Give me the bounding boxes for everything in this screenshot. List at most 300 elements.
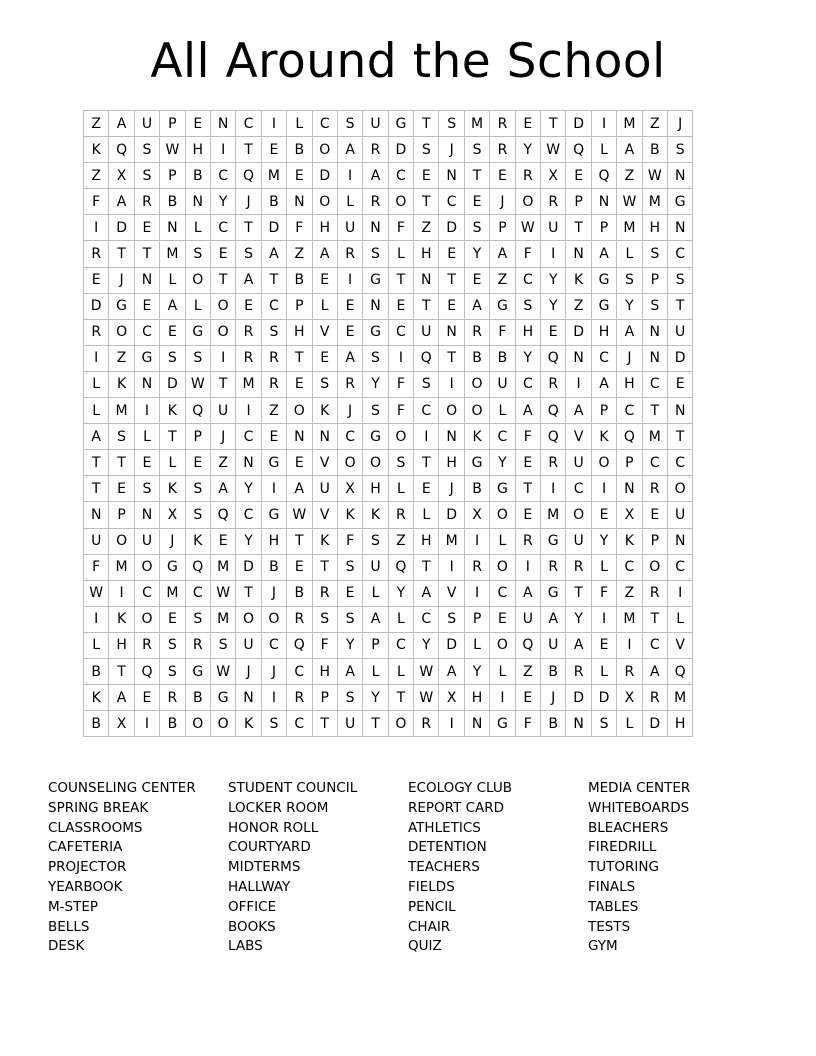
grid-cell: A bbox=[439, 658, 464, 684]
grid-cell: U bbox=[541, 632, 566, 658]
grid-cell: M bbox=[642, 424, 667, 450]
grid-cell: P bbox=[566, 189, 591, 215]
word-list-item: LOCKER ROOM bbox=[228, 799, 329, 816]
grid-cell: O bbox=[591, 450, 616, 476]
grid-cell: A bbox=[464, 293, 489, 319]
grid-cell: T bbox=[210, 267, 235, 293]
grid-cell: M bbox=[236, 371, 261, 397]
grid-row bbox=[84, 319, 693, 345]
grid-cell: I bbox=[464, 580, 489, 606]
grid-cell: U bbox=[566, 450, 591, 476]
grid-cell: N bbox=[134, 371, 159, 397]
grid-cell: M bbox=[210, 606, 235, 632]
grid-cell: W bbox=[210, 658, 235, 684]
grid-cell: F bbox=[388, 398, 413, 424]
grid-cell: S bbox=[185, 241, 210, 267]
grid-cell: S bbox=[261, 711, 286, 737]
grid-cell: T bbox=[642, 606, 667, 632]
grid-cell: K bbox=[185, 528, 210, 554]
grid-row bbox=[84, 424, 693, 450]
grid-cell: T bbox=[414, 554, 439, 580]
grid-cell: D bbox=[642, 711, 667, 737]
grid-cell: G bbox=[261, 502, 286, 528]
grid-cell: E bbox=[515, 111, 540, 137]
grid-cell: M bbox=[109, 398, 134, 424]
grid-cell: T bbox=[414, 189, 439, 215]
grid-cell: S bbox=[464, 137, 489, 163]
grid-cell: K bbox=[464, 424, 489, 450]
word-list-item: PENCIL bbox=[408, 898, 456, 915]
grid-cell: F bbox=[515, 424, 540, 450]
grid-cell: E bbox=[160, 606, 185, 632]
grid-cell: T bbox=[667, 424, 692, 450]
grid-cell: N bbox=[134, 267, 159, 293]
grid-cell: W bbox=[185, 371, 210, 397]
grid-cell: E bbox=[439, 293, 464, 319]
grid-cell: Z bbox=[414, 215, 439, 241]
grid-cell: K bbox=[160, 476, 185, 502]
grid-cell: H bbox=[312, 658, 337, 684]
grid-cell: O bbox=[388, 424, 413, 450]
grid-cell: W bbox=[541, 137, 566, 163]
grid-cell: W bbox=[160, 137, 185, 163]
grid-cell: J bbox=[617, 345, 642, 371]
grid-cell: A bbox=[84, 424, 109, 450]
grid-cell: J bbox=[541, 685, 566, 711]
grid-cell: D bbox=[84, 293, 109, 319]
grid-cell: T bbox=[287, 345, 312, 371]
grid-cell: Y bbox=[363, 371, 388, 397]
grid-cell: C bbox=[388, 319, 413, 345]
grid-cell: X bbox=[617, 502, 642, 528]
grid-cell: Z bbox=[210, 450, 235, 476]
grid-cell: Q bbox=[414, 345, 439, 371]
grid-cell: N bbox=[236, 450, 261, 476]
word-list-item: CAFETERIA bbox=[48, 839, 123, 856]
grid-cell: Z bbox=[261, 398, 286, 424]
grid-cell: P bbox=[287, 293, 312, 319]
word-list-item: TABLES bbox=[588, 898, 639, 915]
grid-cell: R bbox=[414, 711, 439, 737]
grid-cell: W bbox=[414, 658, 439, 684]
grid-cell: A bbox=[261, 241, 286, 267]
grid-cell: C bbox=[414, 606, 439, 632]
grid-cell: R bbox=[134, 189, 159, 215]
grid-cell: A bbox=[337, 658, 362, 684]
grid-cell: G bbox=[363, 319, 388, 345]
grid-cell: H bbox=[667, 711, 692, 737]
grid-cell: O bbox=[388, 711, 413, 737]
grid-cell: E bbox=[490, 606, 515, 632]
grid-cell: Q bbox=[210, 502, 235, 528]
grid-cell: T bbox=[109, 450, 134, 476]
grid-cell: S bbox=[160, 658, 185, 684]
grid-cell: E bbox=[464, 267, 489, 293]
grid-row bbox=[84, 215, 693, 241]
grid-cell: M bbox=[617, 215, 642, 241]
grid-cell: S bbox=[363, 345, 388, 371]
grid-cell: R bbox=[84, 241, 109, 267]
grid-cell: O bbox=[134, 606, 159, 632]
grid-cell: W bbox=[210, 580, 235, 606]
grid-cell: S bbox=[363, 241, 388, 267]
word-list-item: MIDTERMS bbox=[228, 859, 301, 876]
grid-cell: O bbox=[210, 293, 235, 319]
grid-cell: L bbox=[414, 502, 439, 528]
grid-cell: N bbox=[312, 424, 337, 450]
grid-cell: T bbox=[515, 476, 540, 502]
grid-cell: E bbox=[287, 163, 312, 189]
word-list-item: FIREDRILL bbox=[588, 839, 657, 856]
word-list-item: GYM bbox=[588, 938, 618, 955]
grid-cell: E bbox=[287, 450, 312, 476]
grid-cell: A bbox=[591, 241, 616, 267]
grid-cell: I bbox=[591, 111, 616, 137]
grid-cell: L bbox=[312, 293, 337, 319]
grid-cell: T bbox=[439, 267, 464, 293]
grid-cell: D bbox=[439, 632, 464, 658]
word-list-item: TEACHERS bbox=[408, 859, 480, 876]
grid-cell: B bbox=[287, 137, 312, 163]
grid-cell: I bbox=[617, 632, 642, 658]
grid-cell: T bbox=[414, 450, 439, 476]
grid-cell: E bbox=[414, 476, 439, 502]
grid-cell: M bbox=[617, 111, 642, 137]
grid-cell: B bbox=[464, 345, 489, 371]
grid-cell: R bbox=[642, 580, 667, 606]
grid-cell: C bbox=[515, 267, 540, 293]
grid-cell: P bbox=[363, 632, 388, 658]
word-list-item: ECOLOGY CLUB bbox=[408, 780, 512, 796]
grid-cell: V bbox=[312, 319, 337, 345]
grid-cell: B bbox=[261, 189, 286, 215]
grid-cell: Y bbox=[566, 606, 591, 632]
grid-cell: I bbox=[591, 476, 616, 502]
grid-cell: X bbox=[109, 163, 134, 189]
grid-cell: Z bbox=[490, 267, 515, 293]
grid-cell: E bbox=[261, 137, 286, 163]
grid-cell: F bbox=[515, 241, 540, 267]
grid-cell: R bbox=[287, 606, 312, 632]
word-list-item: BOOKS bbox=[228, 918, 276, 935]
grid-cell: I bbox=[566, 371, 591, 397]
grid-cell: Y bbox=[236, 528, 261, 554]
grid-cell: Q bbox=[617, 424, 642, 450]
grid-cell: R bbox=[261, 345, 286, 371]
grid-cell: P bbox=[312, 685, 337, 711]
grid-row bbox=[84, 267, 693, 293]
grid-cell: Y bbox=[515, 345, 540, 371]
grid-cell: A bbox=[160, 293, 185, 319]
grid-row bbox=[84, 476, 693, 502]
grid-cell: B bbox=[84, 658, 109, 684]
grid-cell: E bbox=[591, 502, 616, 528]
grid-cell: L bbox=[134, 424, 159, 450]
grid-cell: D bbox=[566, 111, 591, 137]
grid-cell: B bbox=[541, 711, 566, 737]
grid-cell: Z bbox=[388, 528, 413, 554]
word-list-item: CLASSROOMS bbox=[48, 819, 143, 836]
grid-cell: A bbox=[236, 267, 261, 293]
grid-cell: P bbox=[617, 450, 642, 476]
grid-cell: T bbox=[84, 476, 109, 502]
word-list-item: YEARBOOK bbox=[48, 878, 123, 895]
grid-cell: S bbox=[337, 111, 362, 137]
grid-cell: B bbox=[160, 711, 185, 737]
grid-cell: T bbox=[236, 580, 261, 606]
grid-cell: L bbox=[617, 711, 642, 737]
grid-cell: D bbox=[591, 685, 616, 711]
grid-cell: N bbox=[667, 163, 692, 189]
grid-cell: H bbox=[617, 371, 642, 397]
grid-cell: G bbox=[109, 293, 134, 319]
grid-cell: I bbox=[109, 580, 134, 606]
grid-cell: I bbox=[84, 606, 109, 632]
grid-cell: G bbox=[490, 711, 515, 737]
word-list-item: COURTYARD bbox=[228, 839, 311, 856]
grid-cell: D bbox=[439, 502, 464, 528]
grid-cell: N bbox=[566, 241, 591, 267]
grid-cell: Z bbox=[566, 293, 591, 319]
grid-cell: R bbox=[566, 554, 591, 580]
grid-row bbox=[84, 554, 693, 580]
grid-cell: I bbox=[337, 163, 362, 189]
grid-cell: P bbox=[109, 502, 134, 528]
grid-cell: T bbox=[134, 241, 159, 267]
grid-cell: H bbox=[642, 215, 667, 241]
grid-cell: Y bbox=[515, 137, 540, 163]
grid-cell: S bbox=[210, 632, 235, 658]
grid-cell: K bbox=[363, 502, 388, 528]
grid-cell: J bbox=[109, 267, 134, 293]
word-list-item: QUIZ bbox=[408, 938, 442, 955]
grid-cell: I bbox=[591, 606, 616, 632]
grid-cell: W bbox=[287, 502, 312, 528]
grid-cell: R bbox=[515, 163, 540, 189]
grid-cell: Q bbox=[541, 424, 566, 450]
grid-cell: C bbox=[667, 450, 692, 476]
grid-cell: N bbox=[642, 319, 667, 345]
grid-cell: R bbox=[185, 632, 210, 658]
grid-cell: P bbox=[160, 111, 185, 137]
grid-cell: Y bbox=[236, 476, 261, 502]
grid-cell: C bbox=[490, 580, 515, 606]
grid-cell: S bbox=[388, 450, 413, 476]
grid-row bbox=[84, 371, 693, 397]
grid-row bbox=[84, 580, 693, 606]
grid-cell: M bbox=[617, 606, 642, 632]
grid-cell: S bbox=[109, 424, 134, 450]
grid-cell: A bbox=[591, 371, 616, 397]
grid-cell: Q bbox=[388, 554, 413, 580]
grid-cell: F bbox=[287, 215, 312, 241]
grid-cell: J bbox=[210, 424, 235, 450]
grid-cell: A bbox=[363, 163, 388, 189]
grid-cell: I bbox=[667, 580, 692, 606]
grid-cell: E bbox=[134, 215, 159, 241]
grid-cell: O bbox=[236, 606, 261, 632]
grid-cell: R bbox=[541, 450, 566, 476]
grid-cell: T bbox=[642, 398, 667, 424]
grid-cell: E bbox=[134, 685, 159, 711]
grid-cell: H bbox=[261, 528, 286, 554]
grid-cell: A bbox=[109, 189, 134, 215]
grid-cell: E bbox=[337, 293, 362, 319]
grid-cell: L bbox=[591, 658, 616, 684]
grid-cell: T bbox=[566, 215, 591, 241]
grid-cell: I bbox=[337, 267, 362, 293]
grid-cell: C bbox=[439, 189, 464, 215]
grid-cell: D bbox=[439, 215, 464, 241]
grid-cell: H bbox=[591, 319, 616, 345]
grid-cell: L bbox=[160, 450, 185, 476]
grid-cell: G bbox=[185, 319, 210, 345]
grid-cell: E bbox=[160, 319, 185, 345]
grid-cell: S bbox=[185, 502, 210, 528]
grid-cell: R bbox=[388, 502, 413, 528]
grid-cell: O bbox=[439, 398, 464, 424]
grid-cell: E bbox=[515, 685, 540, 711]
grid-cell: E bbox=[337, 580, 362, 606]
grid-cell: S bbox=[185, 606, 210, 632]
grid-cell: N bbox=[236, 685, 261, 711]
grid-cell: N bbox=[287, 189, 312, 215]
grid-cell: Q bbox=[109, 137, 134, 163]
grid-cell: C bbox=[185, 580, 210, 606]
grid-cell: E bbox=[439, 241, 464, 267]
grid-cell: R bbox=[363, 189, 388, 215]
grid-cell: S bbox=[363, 528, 388, 554]
grid-row bbox=[84, 502, 693, 528]
grid-cell: A bbox=[414, 580, 439, 606]
word-list-item: SPRING BREAK bbox=[48, 799, 149, 816]
grid-cell: L bbox=[84, 371, 109, 397]
grid-row bbox=[84, 163, 693, 189]
grid-cell: T bbox=[464, 163, 489, 189]
grid-cell: K bbox=[617, 528, 642, 554]
grid-cell: L bbox=[337, 189, 362, 215]
grid-cell: O bbox=[337, 450, 362, 476]
grid-cell: R bbox=[490, 137, 515, 163]
grid-cell: I bbox=[439, 554, 464, 580]
grid-cell: R bbox=[312, 580, 337, 606]
grid-cell: L bbox=[388, 606, 413, 632]
grid-cell: I bbox=[541, 476, 566, 502]
word-list-item: HONOR ROLL bbox=[228, 819, 319, 836]
grid-cell: A bbox=[642, 658, 667, 684]
grid-cell: T bbox=[414, 293, 439, 319]
grid-cell: E bbox=[185, 111, 210, 137]
grid-cell: M bbox=[464, 111, 489, 137]
grid-cell: R bbox=[541, 554, 566, 580]
grid-cell: X bbox=[464, 502, 489, 528]
grid-cell: O bbox=[667, 476, 692, 502]
grid-cell: S bbox=[312, 606, 337, 632]
grid-cell: T bbox=[541, 111, 566, 137]
grid-cell: U bbox=[541, 215, 566, 241]
grid-cell: C bbox=[515, 371, 540, 397]
grid-cell: R bbox=[541, 371, 566, 397]
grid-cell: E bbox=[667, 371, 692, 397]
grid-cell: T bbox=[388, 685, 413, 711]
grid-cell: A bbox=[109, 111, 134, 137]
grid-cell: U bbox=[134, 528, 159, 554]
grid-cell: L bbox=[388, 658, 413, 684]
grid-cell: L bbox=[490, 528, 515, 554]
grid-cell: G bbox=[591, 293, 616, 319]
grid-cell: E bbox=[566, 163, 591, 189]
grid-cell: Q bbox=[185, 398, 210, 424]
word-list-item: REPORT CARD bbox=[408, 799, 505, 816]
grid-cell: J bbox=[160, 528, 185, 554]
grid-cell: I bbox=[261, 685, 286, 711]
grid-row bbox=[84, 111, 693, 137]
grid-cell: P bbox=[464, 606, 489, 632]
grid-cell: L bbox=[363, 580, 388, 606]
page-title: All Around the School bbox=[150, 34, 666, 89]
grid-cell: C bbox=[261, 632, 286, 658]
grid-cell: A bbox=[566, 632, 591, 658]
grid-cell: Y bbox=[363, 685, 388, 711]
grid-cell: U bbox=[515, 606, 540, 632]
grid-cell: U bbox=[667, 502, 692, 528]
grid-cell: N bbox=[363, 293, 388, 319]
grid-cell: Z bbox=[642, 111, 667, 137]
grid-cell: G bbox=[160, 554, 185, 580]
grid-cell: M bbox=[439, 528, 464, 554]
grid-cell: T bbox=[566, 580, 591, 606]
grid-cell: N bbox=[667, 398, 692, 424]
grid-cell: I bbox=[84, 215, 109, 241]
grid-cell: H bbox=[414, 528, 439, 554]
grid-cell: X bbox=[160, 502, 185, 528]
word-list-item: LABS bbox=[228, 938, 263, 955]
word-list-item: FIELDS bbox=[408, 878, 455, 895]
grid-cell: C bbox=[591, 345, 616, 371]
grid-cell: N bbox=[566, 711, 591, 737]
grid-cell: N bbox=[566, 345, 591, 371]
grid-cell: E bbox=[210, 528, 235, 554]
grid-row bbox=[84, 528, 693, 554]
grid-cell: D bbox=[312, 163, 337, 189]
word-list-item: BELLS bbox=[48, 918, 90, 935]
grid-cell: U bbox=[363, 111, 388, 137]
grid-cell: R bbox=[337, 371, 362, 397]
grid-cell: S bbox=[337, 685, 362, 711]
grid-cell: H bbox=[515, 319, 540, 345]
grid-cell: Z bbox=[84, 111, 109, 137]
grid-cell: M bbox=[109, 554, 134, 580]
grid-cell: D bbox=[261, 215, 286, 241]
grid-cell: U bbox=[363, 554, 388, 580]
grid-cell: B bbox=[541, 658, 566, 684]
grid-cell: I bbox=[261, 476, 286, 502]
grid-cell: Z bbox=[617, 580, 642, 606]
grid-cell: A bbox=[617, 319, 642, 345]
grid-cell: J bbox=[490, 189, 515, 215]
grid-cell: C bbox=[642, 371, 667, 397]
grid-cell: O bbox=[185, 711, 210, 737]
grid-cell: S bbox=[642, 293, 667, 319]
grid-cell: A bbox=[363, 606, 388, 632]
grid-cell: N bbox=[134, 502, 159, 528]
grid-cell: K bbox=[84, 685, 109, 711]
grid-cell: S bbox=[337, 606, 362, 632]
grid-cell: O bbox=[515, 189, 540, 215]
grid-cell: X bbox=[439, 685, 464, 711]
grid-cell: U bbox=[490, 371, 515, 397]
grid-cell: R bbox=[490, 111, 515, 137]
